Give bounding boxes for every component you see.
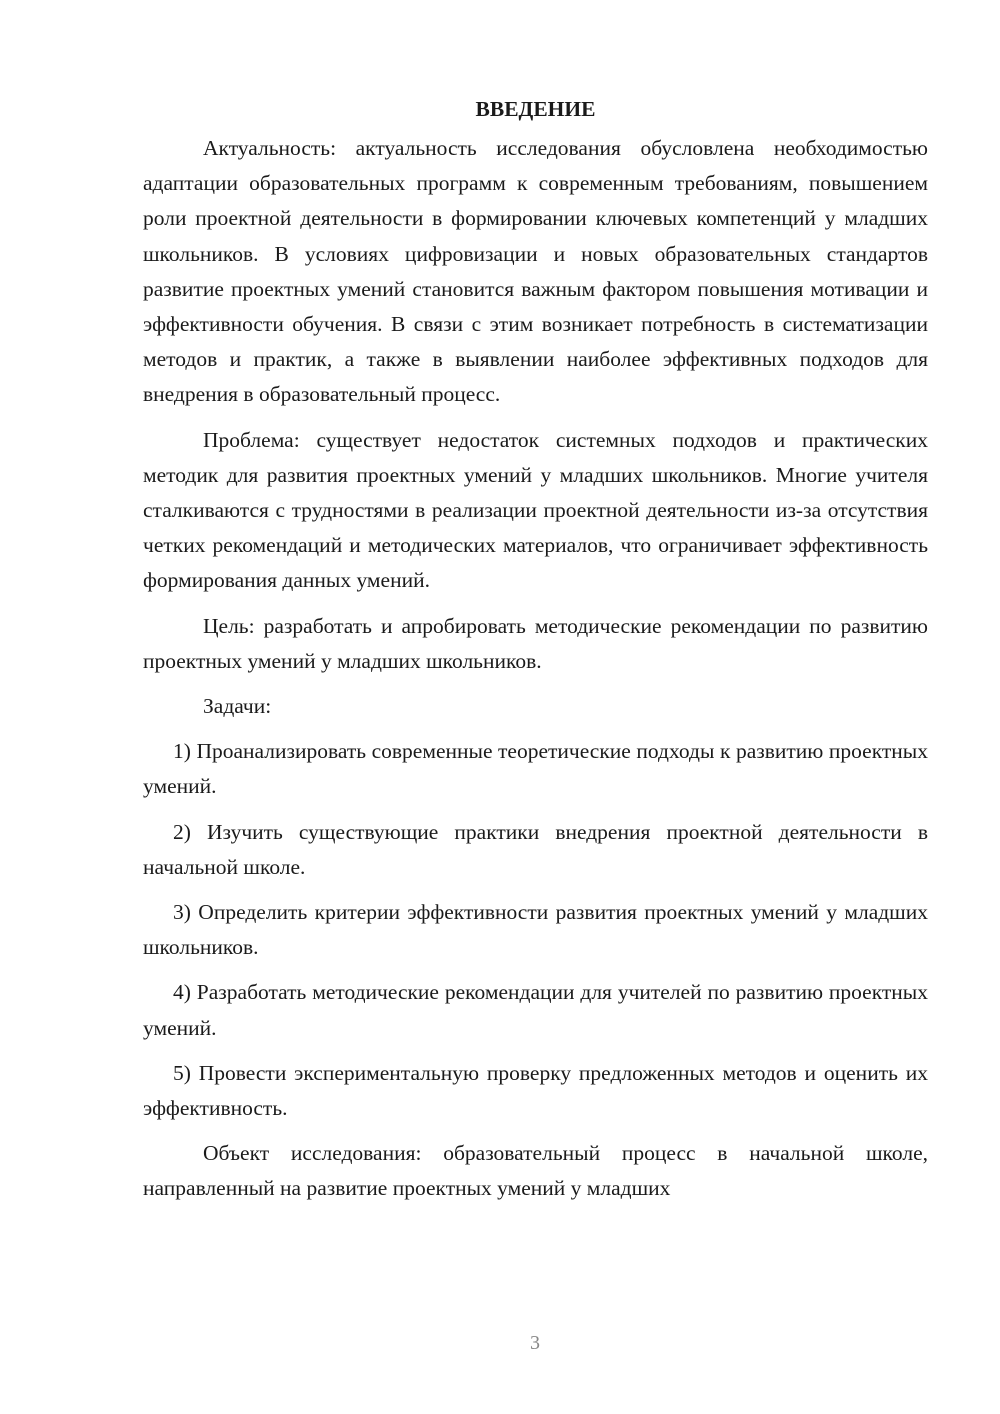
task-item-4: 4) Разработать методические рекомендации для учителей по развитию проектных умений.: [143, 980, 928, 1040]
task-item-5: 5) Провести экспериментальную проверку предложенных методов и оценить их эффективность.: [143, 1060, 928, 1121]
document-page: [143, 92, 928, 1217]
paragraph-relevance: Актуальность: актуальность исследования обусловлена необходимостью адаптации образовательных программ к современным требованиям, повышением роли проектной деятельности в формировании ключевых компетенций у младших школьников. В условиях цифровизации и новых образовательных стандартов развитие проектных умений становится важным фактором повышения мотивации и эффективности обучения. В связи с этим возникает потребность в систематизации методов и практик, а также в выявлении наиболее эффективных подходов для внедрения в образовательный процесс.: [143, 136, 928, 407]
paragraph-goal: Цель: разработать и апробировать методические рекомендации по развитию проектных умений у младших школьников.: [143, 613, 928, 673]
task-item-2: 2) Изучить существующие практики внедрения проектной деятельности в начальной школе.: [143, 819, 928, 879]
section-title: ВВЕДЕНИЕ: [475, 97, 596, 121]
task-item-1: 1) Проанализировать современные теоретические подходы к развитию проектных умений.: [143, 739, 928, 799]
page-number: 3: [530, 1332, 540, 1354]
tasks-heading: Задачи:: [203, 694, 272, 719]
task-item-3: 3) Определить критерии эффективности развития проектных умений у младших школьников.: [143, 900, 928, 960]
paragraph-object: Объект исследования: образовательный процесс в начальной школе, направленный на развитие проектных умений у младших: [143, 1141, 928, 1201]
paragraph-problem: Проблема: существует недостаток системных подходов и практических методик для развития проектных умений у младших школьников. Многие учителя сталкиваются с трудностями в реализации проектной деятельности из-за отсутствия четких рекомендаций и методических материалов, что ограничивает эффективность формирования данных умений.: [143, 427, 928, 593]
